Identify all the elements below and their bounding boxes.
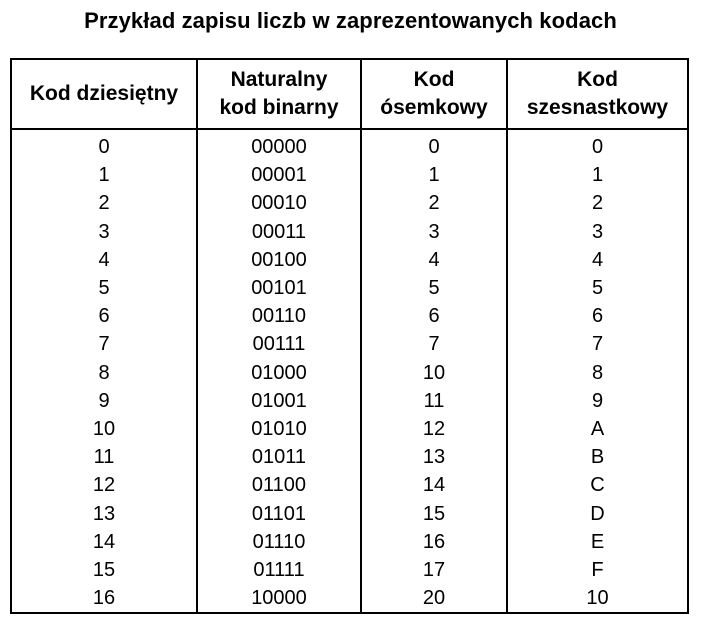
cell-binary: 00001 (251, 164, 307, 187)
cell-binary: 00000 (251, 136, 307, 158)
header-octal-line2: ósemkowy (380, 96, 488, 119)
header-hex (508, 60, 687, 128)
cell-octal: 6 (428, 305, 440, 328)
cell-binary: 01111 (253, 559, 305, 581)
cell-hex: 7 (591, 333, 604, 356)
cell-octal: 7 (428, 333, 440, 356)
table-row (12, 443, 687, 471)
cell-binary: 01001 (251, 389, 307, 412)
table-row (12, 471, 687, 499)
cell-hex: 6 (591, 305, 604, 328)
table-row (12, 528, 687, 556)
cell-hex: 5 (591, 277, 604, 299)
cell-decimal: 2 (98, 192, 110, 215)
table-row (12, 330, 687, 358)
table-row (12, 415, 687, 443)
table-row (12, 274, 687, 302)
cell-hex: A (590, 418, 605, 440)
cell-decimal: 9 (98, 389, 110, 412)
table-row (12, 302, 687, 330)
table-row (12, 556, 687, 584)
cell-octal: 0 (428, 136, 440, 158)
table-row (12, 189, 687, 217)
cell-hex: 4 (591, 248, 604, 271)
cell-binary: 00110 (251, 305, 307, 328)
cell-octal: 14 (422, 474, 446, 497)
cell-octal: 16 (422, 530, 446, 553)
cell-octal: 1 (428, 164, 440, 187)
header-binary-line1: Naturalny (230, 68, 328, 91)
cell-hex: 2 (591, 192, 604, 215)
cell-hex: B (590, 446, 605, 469)
cell-decimal: 8 (98, 361, 110, 384)
cell-hex: 10 (586, 587, 609, 610)
cell-octal: 4 (428, 248, 440, 271)
cell-octal: 3 (428, 220, 440, 243)
cell-decimal: 16 (92, 587, 116, 610)
table-row (12, 387, 687, 415)
cell-binary: 10000 (251, 587, 307, 610)
cell-hex: 8 (591, 361, 604, 384)
cell-binary: 01011 (251, 446, 307, 469)
cell-decimal: 7 (98, 333, 110, 356)
cell-hex: D (590, 502, 605, 525)
table-header (12, 60, 687, 130)
header-decimal (12, 60, 196, 128)
header-binary-line2: kod binarny (219, 96, 339, 119)
cell-decimal: 0 (98, 136, 110, 158)
cell-decimal: 11 (93, 446, 115, 469)
cell-hex: 0 (591, 136, 604, 158)
header-hex-line1: Kod (577, 68, 618, 91)
cell-octal: 5 (428, 277, 440, 299)
header-hex-line2: szesnastkowy (526, 96, 669, 119)
page-title: Przykład zapisu liczb w zaprezentowanych kodach (84, 8, 617, 33)
cell-octal: 10 (422, 361, 446, 384)
cell-hex: 3 (591, 220, 604, 243)
cell-octal: 2 (428, 192, 440, 215)
table-row (12, 218, 687, 246)
cell-octal: 17 (422, 559, 446, 581)
cell-decimal: 1 (98, 164, 110, 187)
cell-binary: 01000 (251, 361, 307, 384)
table-row (12, 161, 687, 189)
cell-binary: 01010 (251, 418, 307, 440)
cell-decimal: 4 (98, 248, 110, 271)
cell-decimal: 15 (92, 559, 116, 581)
table-row (12, 584, 687, 612)
cell-hex: 1 (591, 164, 604, 187)
table-row (12, 246, 687, 274)
cell-binary: 00101 (251, 277, 307, 299)
cell-binary: 00100 (251, 248, 307, 271)
header-decimal-label: Kod dziesiętny (29, 82, 179, 105)
cell-octal: 12 (422, 418, 446, 440)
cell-hex: E (590, 530, 605, 553)
cell-hex: 9 (591, 389, 604, 412)
cell-decimal: 6 (98, 305, 110, 328)
cell-decimal: 12 (92, 474, 116, 497)
table-row (12, 133, 687, 161)
cell-decimal: 14 (92, 530, 116, 553)
cell-binary: 00111 (252, 333, 306, 356)
cell-binary: 00011 (251, 220, 307, 243)
table-row (12, 359, 687, 387)
cell-hex: F (591, 559, 604, 581)
table-row (12, 500, 687, 528)
header-octal (362, 60, 506, 128)
cell-octal: 20 (422, 587, 446, 610)
cell-octal: 15 (422, 502, 446, 525)
cell-decimal: 13 (92, 502, 116, 525)
cell-binary: 01100 (251, 474, 307, 497)
cell-decimal: 5 (98, 277, 110, 299)
number-codes-table (10, 58, 689, 614)
cell-binary: 01101 (251, 502, 307, 525)
cell-decimal: 3 (98, 220, 110, 243)
cell-binary: 01110 (252, 530, 306, 553)
cell-octal: 13 (422, 446, 446, 469)
cell-binary: 00010 (251, 192, 307, 215)
header-binary (198, 60, 360, 128)
cell-octal: 11 (423, 389, 445, 412)
cell-hex: C (590, 474, 605, 497)
cell-decimal: 10 (92, 418, 116, 440)
header-octal-line1: Kod (413, 68, 455, 91)
